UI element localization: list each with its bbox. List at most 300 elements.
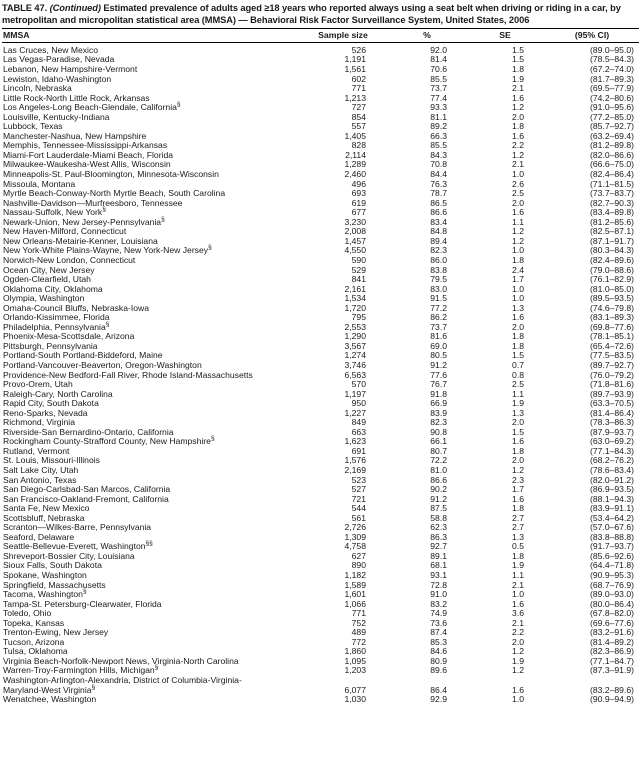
cell-ci: (83.1–89.3) — [590, 312, 634, 323]
cell-ci: (53.4–64.2) — [590, 512, 634, 523]
cell-mmsa-name: San Francisco-Oakland-Fremont, California — [3, 493, 169, 504]
cell-percent: 84.3 — [430, 149, 447, 160]
cell-sample-size: 1,860 — [344, 646, 366, 657]
cell-ci: (76.1–82.9) — [590, 274, 634, 285]
cell-sample-size: 1,095 — [344, 655, 366, 666]
cell-mmsa-name: Omaha-Council Bluffs, Nebraska-Iowa — [3, 302, 149, 313]
cell-mmsa-name: Toledo, Ohio — [3, 608, 52, 619]
cell-se: 3.6 — [512, 608, 524, 619]
cell-se: 1.2 — [512, 464, 524, 475]
cell-se: 2.7 — [512, 522, 524, 533]
cell-mmsa-name: Tacoma, Washington§ — [3, 588, 87, 600]
cell-mmsa-name: Springfield, Massachusetts — [3, 579, 106, 590]
cell-ci: (77.1–84.7) — [590, 655, 634, 666]
cell-percent: 93.3 — [430, 102, 447, 113]
cell-mmsa-name: Providence-New Bedford-Fall River, Rhode Island-Massachusetts — [3, 369, 253, 380]
cell-sample-size: 1,623 — [344, 436, 366, 447]
cell-percent: 77.6 — [430, 369, 447, 380]
cell-mmsa-name: Orlando-Kissimmee, Florida — [3, 312, 110, 323]
cell-mmsa-name: Nassau-Suffolk, New York§ — [3, 206, 106, 218]
cell-se: 1.0 — [512, 245, 524, 256]
cell-se: 1.9 — [512, 398, 524, 409]
table-row — [2, 695, 639, 705]
cell-ci: (82.0–86.6) — [590, 149, 634, 160]
cell-percent: 91.2 — [430, 359, 447, 370]
cell-mmsa-name: Santa Fe, New Mexico — [3, 503, 90, 514]
cell-percent: 80.7 — [430, 445, 447, 456]
cell-percent: 86.4 — [430, 684, 447, 695]
cell-mmsa-name: Warren-Troy-Farmington Hills, Michigan§ — [3, 664, 159, 676]
cell-sample-size: 529 — [351, 264, 366, 275]
cell-percent: 90.8 — [430, 426, 447, 437]
cell-mmsa-name: Myrtle Beach-Conway-North Myrtle Beach, South Carolina — [3, 188, 226, 199]
cell-mmsa-name: Tampa-St. Petersburg-Clearwater, Florida — [3, 598, 162, 609]
cell-se: 1.6 — [512, 312, 524, 323]
cell-sample-size: 2,114 — [345, 149, 366, 160]
cell-se: 1.0 — [512, 283, 524, 294]
cell-percent: 91.5 — [430, 293, 447, 304]
cell-ci: (77.5–83.5) — [590, 350, 634, 361]
cell-sample-size: 1,274 — [344, 350, 366, 361]
cell-percent: 73.7 — [430, 321, 447, 332]
cell-percent: 87.5 — [430, 503, 447, 514]
cell-ci: (90.9–95.3) — [590, 570, 634, 580]
cell-se: 1.6 — [512, 684, 524, 695]
cell-mmsa-name: New Orleans-Metairie-Kenner, Louisiana — [3, 235, 158, 246]
cell-percent: 92.0 — [430, 44, 447, 55]
cell-percent: 77.2 — [430, 302, 447, 313]
cell-sample-size: 795 — [351, 312, 366, 323]
cell-ci: (82.0–91.2) — [590, 474, 634, 485]
cell-sample-size: 527 — [351, 484, 366, 495]
cell-sample-size: 1,227 — [344, 407, 366, 418]
cell-mmsa-name: Olympia, Washington — [3, 293, 85, 304]
cell-mmsa-name: Virginia Beach-Norfolk-Newport News, Virginia-North Carolina — [3, 655, 239, 666]
cell-se: 1.5 — [512, 44, 524, 55]
table-row — [2, 600, 639, 610]
cell-percent: 62.3 — [430, 522, 447, 533]
cell-percent: 66.3 — [430, 130, 447, 141]
cell-se: 2.0 — [512, 636, 524, 647]
cell-sample-size: 1,576 — [344, 455, 366, 466]
cell-mmsa-name: Memphis, Tennessee-Mississippi-Arkansas — [3, 140, 168, 151]
cell-mmsa-name: Wenatchee, Washington — [3, 694, 97, 705]
cell-mmsa-name: Little Rock-North Little Rock, Arkansas — [3, 92, 150, 103]
table-row — [2, 170, 639, 180]
cell-sample-size: 663 — [351, 426, 366, 437]
cell-se: 2.3 — [512, 474, 524, 485]
cell-se: 1.0 — [512, 589, 524, 600]
cell-percent: 85.3 — [430, 636, 447, 647]
cell-mmsa-name: Ocean City, New Jersey — [3, 264, 95, 275]
cell-percent: 73.7 — [430, 83, 447, 94]
cell-sample-size: 1,066 — [344, 598, 366, 609]
cell-ci: (74.6–79.8) — [590, 302, 634, 313]
cell-ci: (71.1–81.5) — [590, 178, 634, 189]
cell-sample-size: 2,553 — [344, 321, 366, 332]
cell-se: 1.2 — [512, 102, 524, 113]
cell-sample-size: 772 — [351, 636, 366, 647]
cell-sample-size: 841 — [351, 274, 366, 285]
cell-se: 1.6 — [512, 207, 524, 218]
cell-percent: 81.0 — [430, 464, 447, 475]
cell-ci: (69.6–77.6) — [590, 617, 634, 628]
footnote-marker: § — [154, 664, 159, 672]
cell-mmsa-name: Louisville, Kentucky-Indiana — [3, 111, 110, 122]
cell-sample-size: 590 — [351, 254, 366, 265]
cell-ci: (67.2–74.0) — [590, 64, 634, 75]
cell-percent: 83.8 — [430, 264, 447, 275]
cell-mmsa-name: San Antonio, Texas — [3, 474, 77, 485]
cell-percent: 70.6 — [430, 64, 447, 75]
cell-ci: (89.0–95.0) — [590, 44, 634, 55]
cell-ci: (91.0–95.6) — [590, 102, 634, 113]
cell-mmsa-name: Seattle-Bellevue-Everett, Washington§§ — [3, 540, 153, 552]
cell-sample-size: 619 — [351, 197, 366, 208]
cell-se: 2.1 — [512, 579, 524, 590]
cell-sample-size: 523 — [351, 474, 366, 485]
cell-mmsa-name: New York-White Plains-Wayne, New York-New Jersey§ — [3, 244, 212, 256]
cell-percent: 91.2 — [430, 493, 447, 504]
cell-ci: (82.4–86.4) — [590, 169, 634, 180]
cell-se: 1.8 — [512, 331, 524, 342]
cell-percent: 68.1 — [430, 560, 447, 571]
cell-ci: (69.8–77.6) — [590, 321, 634, 332]
cell-sample-size: 1,182 — [344, 570, 366, 580]
cell-se: 1.3 — [512, 302, 524, 313]
cell-sample-size: 1,030 — [344, 694, 366, 705]
footnote-marker: § — [208, 244, 212, 252]
cell-mmsa-name: Tucson, Arizona — [3, 636, 65, 647]
cell-se: 2.1 — [512, 83, 524, 94]
table-row — [2, 609, 639, 619]
cell-percent: 66.9 — [430, 398, 447, 409]
cell-ci: (87.1–91.7) — [590, 235, 634, 246]
cell-sample-size: 489 — [351, 627, 366, 638]
cell-percent: 80.5 — [430, 350, 447, 361]
cell-percent: 78.7 — [430, 188, 447, 199]
cell-mmsa-name: Seaford, Delaware — [3, 531, 75, 542]
cell-sample-size: 721 — [351, 493, 366, 504]
cell-se: 2.1 — [512, 617, 524, 628]
cell-ci: (63.2–69.4) — [590, 130, 634, 141]
cell-percent: 70.8 — [430, 159, 447, 170]
cell-se: 0.8 — [512, 369, 524, 380]
cell-ci: (65.4–72.6) — [590, 340, 634, 351]
cell-percent: 77.4 — [430, 92, 447, 103]
cell-mmsa-name: Raleigh-Cary, North Carolina — [3, 388, 113, 399]
cell-ci: (64.4–71.8) — [590, 560, 634, 571]
cell-sample-size: 557 — [351, 121, 366, 132]
cell-percent: 84.4 — [430, 169, 447, 180]
cell-mmsa-name: Las Vegas-Paradise, Nevada — [3, 54, 115, 65]
cell-sample-size: 544 — [351, 503, 366, 514]
cell-se: 1.2 — [512, 226, 524, 237]
cell-mmsa-name: Las Cruces, New Mexico — [3, 44, 99, 55]
cell-mmsa-name: Portland-South Portland-Biddeford, Maine — [3, 350, 163, 361]
cell-se: 1.0 — [512, 293, 524, 304]
cell-ci: (63.0–69.2) — [590, 436, 634, 447]
cell-sample-size: 691 — [351, 445, 366, 456]
cell-percent: 89.1 — [430, 550, 447, 561]
cell-percent: 83.2 — [430, 598, 447, 609]
cell-mmsa-name: Lebanon, New Hampshire-Vermont — [3, 64, 138, 75]
cell-mmsa-name: Milwaukee-Waukesha-West Allis, Wisconsin — [3, 159, 171, 170]
cell-sample-size: 752 — [351, 617, 366, 628]
table-row — [2, 561, 639, 571]
cell-se: 1.9 — [512, 560, 524, 571]
cell-se: 2.0 — [512, 111, 524, 122]
cell-mmsa-name: Lincoln, Nebraska — [3, 83, 72, 94]
cell-ci: (85.6–92.6) — [590, 550, 634, 561]
cell-percent: 58.8 — [430, 512, 447, 523]
cell-se: 1.9 — [512, 73, 524, 84]
cell-percent: 74.9 — [430, 608, 447, 619]
cell-percent: 80.9 — [430, 655, 447, 666]
table-number: TABLE 47. — [2, 3, 48, 13]
cell-sample-size: 3,746 — [344, 359, 366, 370]
cell-mmsa-name: Rutland, Vermont — [3, 445, 70, 456]
cell-sample-size: 1,457 — [344, 235, 366, 246]
footnote-marker: § — [102, 206, 106, 214]
cell-ci: (81.2–85.6) — [590, 216, 634, 227]
cell-percent: 81.1 — [430, 111, 447, 122]
cell-ci: (82.4–89.6) — [590, 254, 634, 265]
cell-mmsa-name: Trenton-Ewing, New Jersey — [3, 627, 109, 638]
cell-sample-size: 627 — [351, 550, 366, 561]
cell-percent: 66.1 — [430, 436, 447, 447]
cell-mmsa-name: Manchester-Nashua, New Hampshire — [3, 130, 147, 141]
cell-mmsa-name: Nashville-Davidson—Murfreesboro, Tennessee — [3, 197, 183, 208]
cell-empty — [473, 676, 549, 686]
table-row — [2, 409, 639, 419]
cell-ci: (78.3–86.3) — [590, 417, 634, 428]
cell-se: 1.6 — [512, 92, 524, 103]
cell-se: 0.5 — [512, 541, 524, 552]
cell-sample-size: 693 — [351, 188, 366, 199]
cell-sample-size: 2,161 — [344, 283, 366, 294]
cell-se: 1.3 — [512, 407, 524, 418]
cell-percent: 91.8 — [430, 388, 447, 399]
cell-se: 1.0 — [512, 169, 524, 180]
cell-percent: 89.6 — [430, 665, 447, 676]
cell-mmsa-name: Missoula, Montana — [3, 178, 76, 189]
cell-ci: (82.7–90.3) — [590, 197, 634, 208]
cell-ci: (66.6–75.0) — [590, 159, 634, 170]
cell-ci: (74.2–80.6) — [590, 92, 634, 103]
cell-ci: (77.1–84.3) — [590, 445, 634, 456]
cell-ci: (73.7–83.7) — [590, 188, 634, 199]
cell-ci: (82.5–87.1) — [590, 226, 634, 237]
column-header-mmsa: MMSA — [2, 29, 309, 43]
cell-se: 2.0 — [512, 417, 524, 428]
table-caption — [2, 3, 639, 26]
cell-se: 1.1 — [512, 216, 524, 227]
cell-sample-size: 6,077 — [344, 684, 366, 695]
cell-ci: (78.6–83.4) — [590, 464, 634, 475]
cell-se: 2.5 — [512, 188, 524, 199]
cell-percent: 84.6 — [430, 646, 447, 657]
cell-ci: (81.4–89.2) — [590, 636, 634, 647]
cell-se: 1.8 — [512, 121, 524, 132]
cell-percent: 69.0 — [430, 340, 447, 351]
cell-ci: (91.7–93.7) — [590, 541, 634, 552]
cell-percent: 92.7 — [430, 541, 447, 552]
cell-se: 2.4 — [512, 264, 524, 275]
cell-ci: (67.8–82.0) — [590, 608, 634, 619]
cell-percent: 86.6 — [430, 474, 447, 485]
cell-se: 2.0 — [512, 455, 524, 466]
cell-sample-size: 526 — [351, 44, 366, 55]
cell-ci: (83.8–88.8) — [590, 531, 634, 542]
cell-ci: (78.5–84.3) — [590, 54, 634, 65]
cell-mmsa-name: Oklahoma City, Oklahoma — [3, 283, 103, 294]
cell-sample-size: 890 — [351, 560, 366, 571]
prevalence-table — [2, 28, 639, 704]
cell-percent: 85.5 — [430, 73, 447, 84]
cell-mmsa-name: Norwich-New London, Connecticut — [3, 254, 136, 265]
table-row — [2, 456, 639, 466]
cell-percent: 72.2 — [430, 455, 447, 466]
table-row — [2, 628, 639, 638]
cell-ci: (78.1–85.1) — [590, 331, 634, 342]
cell-ci: (57.0–67.6) — [590, 522, 634, 533]
cell-mmsa-name: New Haven-Milford, Connecticut — [3, 226, 127, 237]
cell-sample-size: 3,567 — [344, 340, 366, 351]
cell-mmsa-name: Lewiston, Idaho-Washington — [3, 73, 112, 84]
table-header — [2, 29, 639, 43]
cell-percent: 92.9 — [430, 694, 447, 705]
cell-se: 1.8 — [512, 550, 524, 561]
cell-mmsa-name: Portland-Vancouver-Beaverton, Oregon-Washington — [3, 359, 202, 370]
cell-se: 1.5 — [512, 54, 524, 65]
footnote-marker: § — [91, 683, 96, 691]
cell-se: 2.1 — [512, 159, 524, 170]
continued-marker: (Continued) — [49, 3, 101, 13]
cell-mmsa-name: Pittsburgh, Pennsylvania — [3, 340, 98, 351]
cell-mmsa-name: Scranton—Wilkes-Barre, Pennsylvania — [3, 522, 152, 533]
cell-percent: 72.8 — [430, 579, 447, 590]
cell-sample-size: 2,008 — [344, 226, 366, 237]
cell-ci: (82.3–86.9) — [590, 646, 634, 657]
table-row — [2, 371, 639, 381]
cell-ci: (81.2–89.8) — [590, 140, 634, 151]
cell-percent: 73.6 — [430, 617, 447, 628]
cell-percent: 86.6 — [430, 207, 447, 218]
cell-sample-size: 950 — [351, 398, 366, 409]
cell-sample-size: 771 — [351, 83, 366, 94]
table-row — [2, 113, 639, 123]
table-row — [2, 638, 639, 648]
cell-sample-size: 1,561 — [344, 64, 366, 75]
cell-ci: (85.7–92.7) — [590, 121, 634, 132]
cell-se: 2.6 — [512, 178, 524, 189]
cell-ci: (71.8–81.6) — [590, 379, 634, 390]
cell-ci: (80.0–86.4) — [590, 598, 634, 609]
cell-sample-size: 849 — [351, 417, 366, 428]
cell-sample-size: 1,191 — [344, 54, 366, 65]
footnote-marker: § — [210, 435, 215, 443]
cell-mmsa-name: Rapid City, South Dakota — [3, 398, 99, 409]
cell-ci: (87.3–91.9) — [590, 665, 634, 676]
table-body — [2, 43, 639, 705]
cell-sample-size: 1,601 — [344, 589, 366, 600]
cell-se: 1.8 — [512, 445, 524, 456]
cell-se: 1.8 — [512, 503, 524, 514]
cell-mmsa-name: St. Louis, Missouri-Illinois — [3, 455, 100, 466]
cell-se: 1.2 — [512, 149, 524, 160]
cell-percent: 86.0 — [430, 254, 447, 265]
table-row — [2, 437, 639, 447]
cell-ci: (89.7–93.9) — [590, 388, 634, 399]
cell-sample-size: 2,726 — [344, 522, 366, 533]
cell-se: 1.2 — [512, 235, 524, 246]
column-header-sample-size: Sample size — [309, 29, 395, 43]
cell-mmsa-name: Riverside-San Bernardino-Ontario, California — [3, 426, 174, 437]
cell-percent: 86.5 — [430, 197, 447, 208]
cell-mmsa-name: Salt Lake City, Utah — [3, 464, 79, 475]
cell-se: 2.5 — [512, 379, 524, 390]
cell-se: 1.5 — [512, 426, 524, 437]
cell-sample-size: 1,197 — [344, 388, 366, 399]
cell-percent: 83.4 — [430, 216, 447, 227]
cell-ci: (83.2–91.6) — [590, 627, 634, 638]
cell-sample-size: 828 — [351, 140, 366, 151]
cell-sample-size: 727 — [351, 102, 366, 113]
cell-ci: (86.9–93.5) — [590, 484, 634, 495]
cell-se: 2.0 — [512, 197, 524, 208]
cell-percent: 86.2 — [430, 312, 447, 323]
cell-ci: (80.3–84.3) — [590, 245, 634, 256]
cell-ci: (87.9–93.7) — [590, 426, 634, 437]
cell-se: 1.7 — [512, 274, 524, 285]
cell-sample-size: 496 — [351, 178, 366, 189]
cell-percent: 87.4 — [430, 627, 447, 638]
table-row — [2, 75, 639, 85]
cell-sample-size: 2,169 — [344, 464, 366, 475]
cell-mmsa-name: Ogden-Clearfield, Utah — [3, 274, 91, 285]
cell-sample-size: 1,534 — [344, 293, 366, 304]
cell-ci: (83.4–89.8) — [590, 207, 634, 218]
cell-se: 1.5 — [512, 350, 524, 361]
cell-se: 1.3 — [512, 531, 524, 542]
cell-percent: 79.5 — [430, 274, 447, 285]
cell-mmsa-name: San Diego-Carlsbad-San Marcos, California — [3, 484, 171, 495]
cell-ci: (68.7–76.9) — [590, 579, 634, 590]
cell-ci: (88.1–94.3) — [590, 493, 634, 504]
table-row — [2, 266, 639, 276]
cell-percent: 81.6 — [430, 331, 447, 342]
cell-mmsa-name: Reno-Sparks, Nevada — [3, 407, 88, 418]
cell-ci: (81.7–89.3) — [590, 73, 634, 84]
cell-se: 0.7 — [512, 359, 524, 370]
cell-mmsa-name: Minneapolis-St. Paul-Bloomington, Minnesota-Wisconsin — [3, 169, 219, 180]
cell-sample-size: 4,758 — [344, 541, 366, 552]
cell-ci: (83.2–89.6) — [590, 684, 634, 695]
caption-text: Estimated prevalence of adults aged ≥18 years who reported always using a seat belt when driving or riding in a car, by metropolitan and micropolitan statistical area (MMSA) — Behavioral Risk Factor Surveillance System, United States, 2006 — [2, 3, 621, 25]
cell-mmsa-name: Newark-Union, New Jersey-Pennsylvania§ — [3, 215, 165, 227]
cell-ci: (76.0–79.2) — [590, 369, 634, 380]
cell-se: 1.6 — [512, 436, 524, 447]
footnote-marker: §§ — [145, 540, 153, 548]
cell-percent: 90.2 — [430, 484, 447, 495]
footnote-marker: § — [105, 320, 110, 328]
cell-percent: 86.3 — [430, 531, 447, 542]
header-row — [2, 29, 639, 43]
cell-sample-size: 4,550 — [344, 245, 366, 256]
cell-sample-size: 1,290 — [344, 331, 366, 342]
cell-percent: 85.5 — [430, 140, 447, 151]
